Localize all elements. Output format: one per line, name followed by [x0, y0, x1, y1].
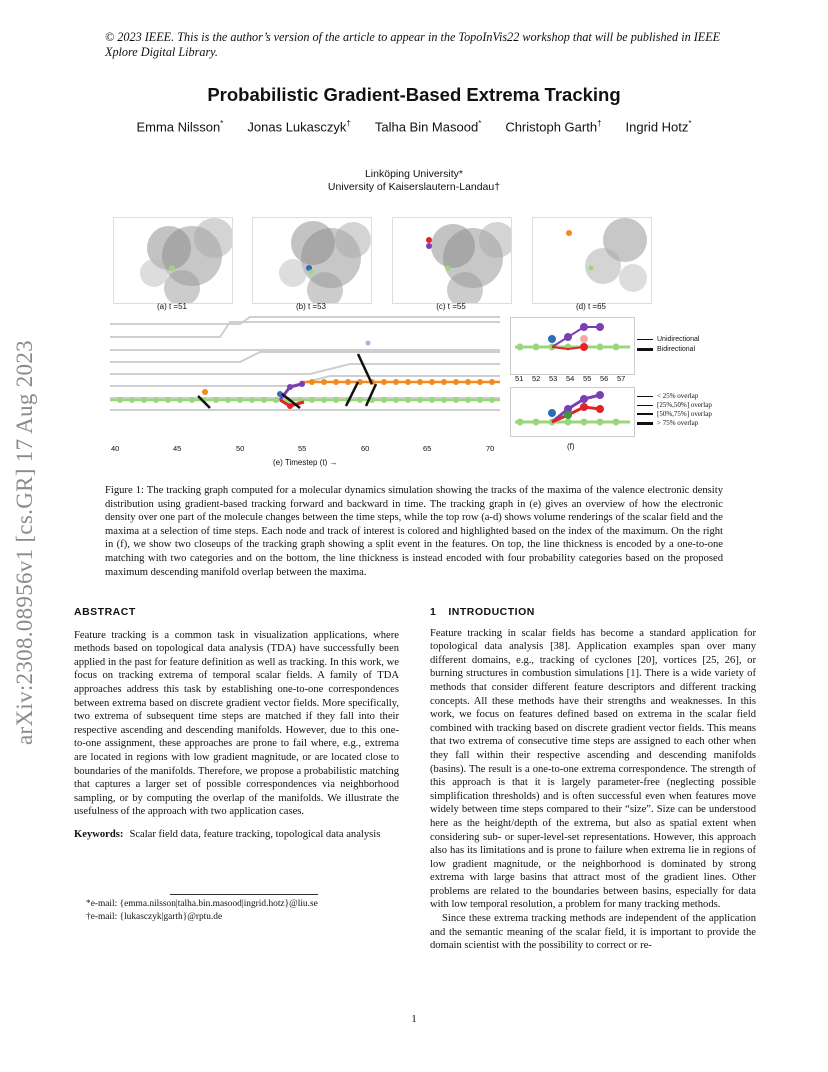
legend-item: [50%,75%] overlap — [637, 410, 712, 419]
f-tick: 54 — [566, 374, 575, 383]
author-list — [0, 119, 828, 134]
keywords: Keywords: Scalar field data, feature tracking, topological data analysis — [74, 828, 381, 840]
figure-1 — [105, 212, 725, 474]
x-tick: 45 — [173, 444, 182, 453]
panel-label-b: (b) t =53 — [295, 302, 326, 311]
legend-item: < 25% overlap — [637, 392, 712, 401]
f-tick: 52 — [532, 374, 541, 383]
x-tick: 70 — [486, 444, 495, 453]
abstract-section — [74, 606, 399, 842]
introduction-paragraph-1: Feature tracking in scalar fields has become a standard application for topological data analysis [38]. Application examples span over many different domains, e.g., tracking of cyclones [20], vortices [25, 26], or burning structures in combustion simulations [1]. There is a wide variety of methods that consider different feature descriptors and different tracking concepts. All these methods have their strengths and weaknesses. In this work, we focus on features defined based on extrema in the scalar field combined with tracking based on discrete gradient vector fields. This means that two extrema of consecutive time steps are assigned to each other when they fall within their respective ascending and descending manifolds (basins). The result is a one-to-one extrema correspondence. The strength of this approach is that it is largely parameter-free (neglecting possible simplification thresholds) and is often successful even when features move widely between time steps compared to their “size”. Size can be understood here as the height/depth of the extrema, but also as spatial extent when considering sub- or super-level-set representations. However, this approach also has its limitations and is prone to failure when extrema lie in regions of low gradient magnitude, or the neighborhood is dominated by strong extrema with large basins that attract most of the gradient lines. Other problems are related to the boundaries between basins, especially for data with low temporal resolution, a problem for many tracking methods. — [430, 627, 756, 911]
footnote-1: *e-mail: {emma.nilsson|talha.bin.masood|ingrid.hotz}@liu.se — [86, 899, 318, 909]
volume-rendering-image — [393, 218, 511, 303]
volume-rendering-image — [114, 218, 232, 303]
footnotes — [86, 898, 318, 923]
f-label: (f) — [567, 442, 575, 451]
footnote-2: †e-mail: {lukasczyk|garth}@rptu.de — [86, 911, 223, 922]
affiliation-2: University of Kaiserslautern-Landau† — [327, 181, 501, 193]
legend-top — [637, 335, 699, 355]
tracking-graph-e — [110, 312, 510, 442]
author: Ingrid Hotz* — [625, 119, 692, 135]
volume-rendering-a — [113, 217, 233, 304]
panel-label-c: (c) t =55 — [436, 302, 466, 311]
volume-rendering-d — [532, 217, 652, 304]
abstract-heading: ABSTRACT — [74, 606, 136, 618]
x-axis-label: (e) Timestep (t) → — [273, 458, 338, 467]
f-tick: 57 — [617, 374, 626, 383]
legend-item: [25%,50%] overlap — [637, 401, 712, 410]
f-tick: 51 — [515, 374, 524, 383]
arxiv-stamp: arXiv:2308.08956v1 [cs.GR] 17 Aug 2023 — [12, 340, 37, 745]
f-tick: 53 — [549, 374, 558, 383]
footnote-rule — [170, 894, 318, 895]
abstract-text: Feature tracking is a common task in visualization applications, where methods based on topological data analysis (TDA) have successfully been applied in the past for feature definition as well as tracking. In this work, we focus on tracking extrema of temporal scalar fields. A family of TDA approaches address this task by establishing one-to-one correspondences between extrema based on discrete gradient vector fields. More specifically, two extrema of subsequent time steps are matched if they fall into their respective ascending and descending manifolds. However, due to this one-to-one assignment, these approaches are prone to fail where, e.g., extrema are located in regions with low gradient magnitude, or are located close to boundaries of the manifolds. Therefore, we propose a probabilistic matching that captures a larger set of possible correspondences via neighborhood sampling, or by computing the overlap of the manifolds. We illustrate the usefulness of the approach with two application cases. — [74, 629, 399, 818]
affiliations — [0, 168, 828, 194]
paper-title: Probabilistic Gradient-Based Extrema Tracking — [207, 84, 621, 105]
closeup-f-top — [510, 317, 635, 375]
author: Emma Nilsson* — [136, 119, 224, 135]
author: Jonas Lukasczyk† — [247, 119, 351, 135]
introduction-heading: 1 INTRODUCTION — [430, 606, 535, 618]
volume-rendering-image — [533, 218, 651, 303]
introduction-paragraph-2: Since these extrema tracking methods are independent of the application and the semantic meaning of the scalar field, it is important to provide the domain scientist with the possibility to correct or re- — [430, 913, 756, 952]
x-tick: 65 — [423, 444, 432, 453]
legend-item: > 75% overlap — [637, 419, 712, 428]
volume-rendering-image — [253, 218, 371, 303]
figure-caption: Figure 1: The tracking graph computed for a molecular dynamics simulation showing the tracks of the maxima of the valence electronic density distribution using gradient-based tracking forward and backward in time. The tracking graph in (e) gives an overview of how the electronic density over one part of the molecule changes between the time steps, while the top row (a-d) shows volume renderings of the scalar field and the maxima at a selection of time steps. Each node and track of interest is colored and highlighted based on the index of the maximum. On the right in (f), we show two closeups of the tracking graph showing a split event in the features. On top, the line thickness is encoded by a one-to-one matching with two categories and on the bottom, the line thickness is instead encoded with four probability categories based on the proposed maximum descending manifold overlap between the maxima. — [105, 485, 723, 578]
f-tick: 56 — [600, 374, 609, 383]
panel-label-a: (a) t =51 — [156, 302, 187, 311]
x-tick: 40 — [111, 444, 120, 453]
legend-item: Bidirectional — [637, 345, 699, 355]
closeup-f-bottom — [510, 387, 635, 437]
volume-rendering-b — [252, 217, 372, 304]
x-tick: 60 — [361, 444, 370, 453]
x-tick: 50 — [236, 444, 245, 453]
legend-bottom — [637, 392, 712, 428]
legend-item: Unidirectional — [637, 335, 699, 345]
affiliation-1: Linköping University* — [364, 168, 464, 180]
volume-rendering-c — [392, 217, 512, 304]
copyright-notice: © 2023 IEEE. This is the author’s version of the article to appear in the TopoInVis22 workshop that will be published in IEEE Xplore Digital Library. — [105, 30, 721, 59]
author: Christoph Garth† — [505, 119, 602, 135]
f-tick: 55 — [583, 374, 592, 383]
introduction-section — [430, 606, 756, 953]
page-number: 1 — [411, 1013, 417, 1025]
x-tick: 55 — [298, 444, 307, 453]
panel-label-d: (d) t =65 — [575, 302, 606, 311]
author: Talha Bin Masood* — [374, 119, 482, 135]
